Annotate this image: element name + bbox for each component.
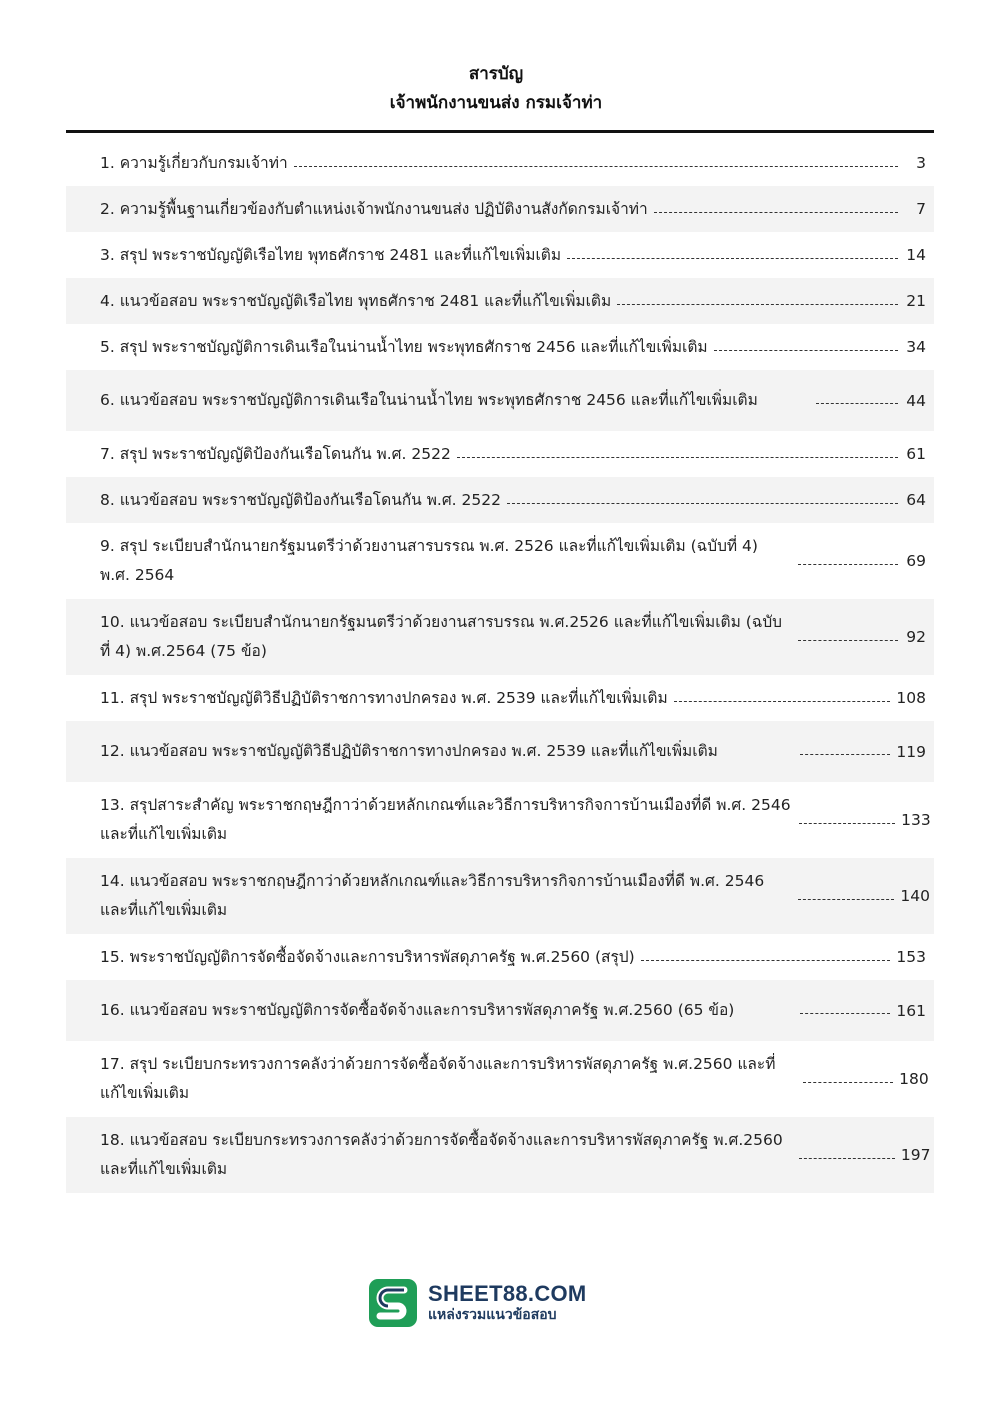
- page-subtitle: เจ้าพนักงานขนส่ง กรมเจ้าท่า: [389, 93, 603, 113]
- title-divider: [66, 130, 934, 133]
- table-of-contents: [66, 140, 934, 1193]
- toc-page-number: 197: [900, 1146, 931, 1164]
- toc-entry-6[interactable]: [66, 370, 934, 431]
- toc-entry-text: 16. แนวข้อสอบ พระราชบัญญัติการจัดซื้อจัดจ้างและการบริหารพัสดุภาครัฐ พ.ศ.2560 (65 ข้อ): [100, 1001, 735, 1019]
- brand-tagline: แหล่งรวมแนวข้อสอบ: [428, 1307, 557, 1323]
- title-block: [0, 60, 992, 118]
- toc-entry-text: 8. แนวข้อสอบ พระราชบัญญัติป้องกันเรือโดนกัน พ.ศ. 2522: [100, 490, 501, 509]
- brand-name: SHEET88.COM: [428, 1281, 587, 1306]
- toc-entry-text: 2. ความรู้พื้นฐานเกี่ยวข้องกับตำแหน่งเจ้าพนักงานขนส่ง ปฏิบัติงานสังกัดกรมเจ้าท่า: [100, 199, 648, 218]
- toc-entry-text: 15. พระราชบัญญัติการจัดซื้อจัดจ้างและการบริหารพัสดุภาครัฐ พ.ศ.2560 (สรุป): [100, 947, 635, 966]
- logo-text: [428, 1282, 587, 1324]
- toc-page-number: 14: [906, 246, 926, 264]
- toc-entry-14[interactable]: [66, 858, 934, 934]
- toc-entry-16[interactable]: [66, 980, 934, 1041]
- footer-logo: [368, 1278, 587, 1328]
- toc-entry-3[interactable]: [66, 232, 934, 278]
- toc-page-number: 180: [899, 1070, 929, 1088]
- toc-page-number: 108: [896, 689, 926, 707]
- toc-page-number: 119: [896, 742, 926, 761]
- dot-leader: [507, 493, 898, 504]
- toc-page-number: 64: [906, 491, 926, 509]
- dot-leader: [641, 950, 891, 961]
- toc-entry-10[interactable]: [66, 599, 934, 675]
- dot-leader: [457, 447, 898, 458]
- dot-leader: [800, 1003, 890, 1014]
- dot-leader: [714, 340, 898, 351]
- toc-page-number: 3: [916, 154, 926, 172]
- toc-page-number: 7: [916, 200, 926, 218]
- toc-entry-text: 7. สรุป พระราชบัญญัติป้องกันเรือโดนกัน พ.ศ. 2522: [100, 444, 451, 463]
- toc-entry-7[interactable]: [66, 431, 934, 477]
- page-title: สารบัญ: [468, 64, 524, 84]
- dot-leader: [798, 630, 898, 641]
- dot-leader: [654, 202, 898, 213]
- toc-entry-text: 1. ความรู้เกี่ยวกับกรมเจ้าท่า: [100, 153, 288, 172]
- dot-leader: [803, 1072, 893, 1083]
- dot-leader: [294, 156, 898, 167]
- toc-entry-2[interactable]: [66, 186, 934, 232]
- toc-entry-text: 6. แนวข้อสอบ พระราชบัญญัติการเดินเรือในน่านน้ำไทย พระพุทธศักราช 2456 และที่แก้ไขเพิ่มเติม: [100, 391, 758, 409]
- toc-entry-18[interactable]: [66, 1117, 934, 1193]
- toc-entry-text: 18. แนวข้อสอบ ระเบียบกระทรวงการคลังว่าด้วยการจัดซื้อจัดจ้างและการบริหารพัสดุภาครัฐ พ.ศ.2560 และที่แก้ไขเพิ่มเติม: [100, 1131, 783, 1178]
- toc-page-number: 61: [906, 445, 926, 463]
- dot-leader: [798, 889, 894, 900]
- toc-entry-11[interactable]: [66, 675, 934, 721]
- toc-page-number: 44: [906, 391, 926, 410]
- toc-entry-12[interactable]: [66, 721, 934, 782]
- toc-entry-text: 17. สรุป ระเบียบกระทรวงการคลังว่าด้วยการจัดซื้อจัดจ้างและการบริหารพัสดุภาครัฐ พ.ศ.2560 และที่แก้ไขเพิ่มเติม: [100, 1055, 776, 1102]
- toc-page-number: 153: [896, 948, 926, 966]
- toc-entry-17[interactable]: [66, 1041, 934, 1117]
- dot-leader: [798, 554, 898, 565]
- sheet88-logo-icon: [368, 1278, 418, 1328]
- toc-page-number: 140: [900, 887, 930, 905]
- toc-entry-5[interactable]: [66, 324, 934, 370]
- toc-entry-text: 13. สรุปสาระสำคัญ พระราชกฤษฎีกาว่าด้วยหลักเกณฑ์และวิธีการบริหารกิจการบ้านเมืองที่ดี พ.ศ. 2546 และที่แก้ไขเพิ่มเติม: [100, 796, 791, 843]
- toc-entry-text: 12. แนวข้อสอบ พระราชบัญญัติวิธีปฏิบัติราชการทางปกครอง พ.ศ. 2539 และที่แก้ไขเพิ่มเติม: [100, 742, 718, 760]
- toc-entry-1[interactable]: [66, 140, 934, 186]
- toc-entry-text: 9. สรุป ระเบียบสำนักนายกรัฐมนตรีว่าด้วยงานสารบรรณ พ.ศ. 2526 และที่แก้ไขเพิ่มเติม (ฉบับที่ 4) พ.ศ. 2564: [100, 537, 758, 584]
- toc-entry-text: 14. แนวข้อสอบ พระราชกฤษฎีกาว่าด้วยหลักเกณฑ์และวิธีการบริหารกิจการบ้านเมืองที่ดี พ.ศ. 2546 และที่แก้ไขเพิ่มเติม: [100, 872, 765, 919]
- toc-entry-8[interactable]: [66, 477, 934, 523]
- toc-page-number: 133: [901, 811, 931, 829]
- toc-page-number: 92: [906, 628, 926, 646]
- toc-entry-text: 5. สรุป พระราชบัญญัติการเดินเรือในน่านน้ำไทย พระพุทธศักราช 2456 และที่แก้ไขเพิ่มเติม: [100, 337, 708, 356]
- toc-page-number: 161: [896, 1001, 926, 1020]
- dot-leader: [799, 813, 895, 824]
- dot-leader: [800, 744, 890, 755]
- toc-page-number: 21: [906, 292, 926, 310]
- toc-page-number: 34: [906, 338, 926, 356]
- dot-leader: [816, 393, 898, 404]
- dot-leader: [674, 691, 891, 702]
- toc-entry-15[interactable]: [66, 934, 934, 980]
- toc-entry-4[interactable]: [66, 278, 934, 324]
- toc-entry-text: 10. แนวข้อสอบ ระเบียบสำนักนายกรัฐมนตรีว่าด้วยงานสารบรรณ พ.ศ.2526 และที่แก้ไขเพิ่มเติม (ฉบับที่ 4) พ.ศ.2564 (75 ข้อ): [100, 613, 783, 660]
- toc-entry-text: 11. สรุป พระราชบัญญัติวิธีปฏิบัติราชการทางปกครอง พ.ศ. 2539 และที่แก้ไขเพิ่มเติม: [100, 688, 668, 707]
- toc-page-number: 69: [906, 552, 926, 570]
- dot-leader: [567, 248, 898, 259]
- toc-entry-9[interactable]: [66, 523, 934, 599]
- toc-entry-text: 4. แนวข้อสอบ พระราชบัญญัติเรือไทย พุทธศักราช 2481 และที่แก้ไขเพิ่มเติม: [100, 291, 612, 310]
- toc-entry-text: 3. สรุป พระราชบัญญัติเรือไทย พุทธศักราช 2481 และที่แก้ไขเพิ่มเติม: [100, 245, 562, 264]
- toc-entry-13[interactable]: [66, 782, 934, 858]
- dot-leader: [617, 294, 898, 305]
- dot-leader: [799, 1148, 895, 1159]
